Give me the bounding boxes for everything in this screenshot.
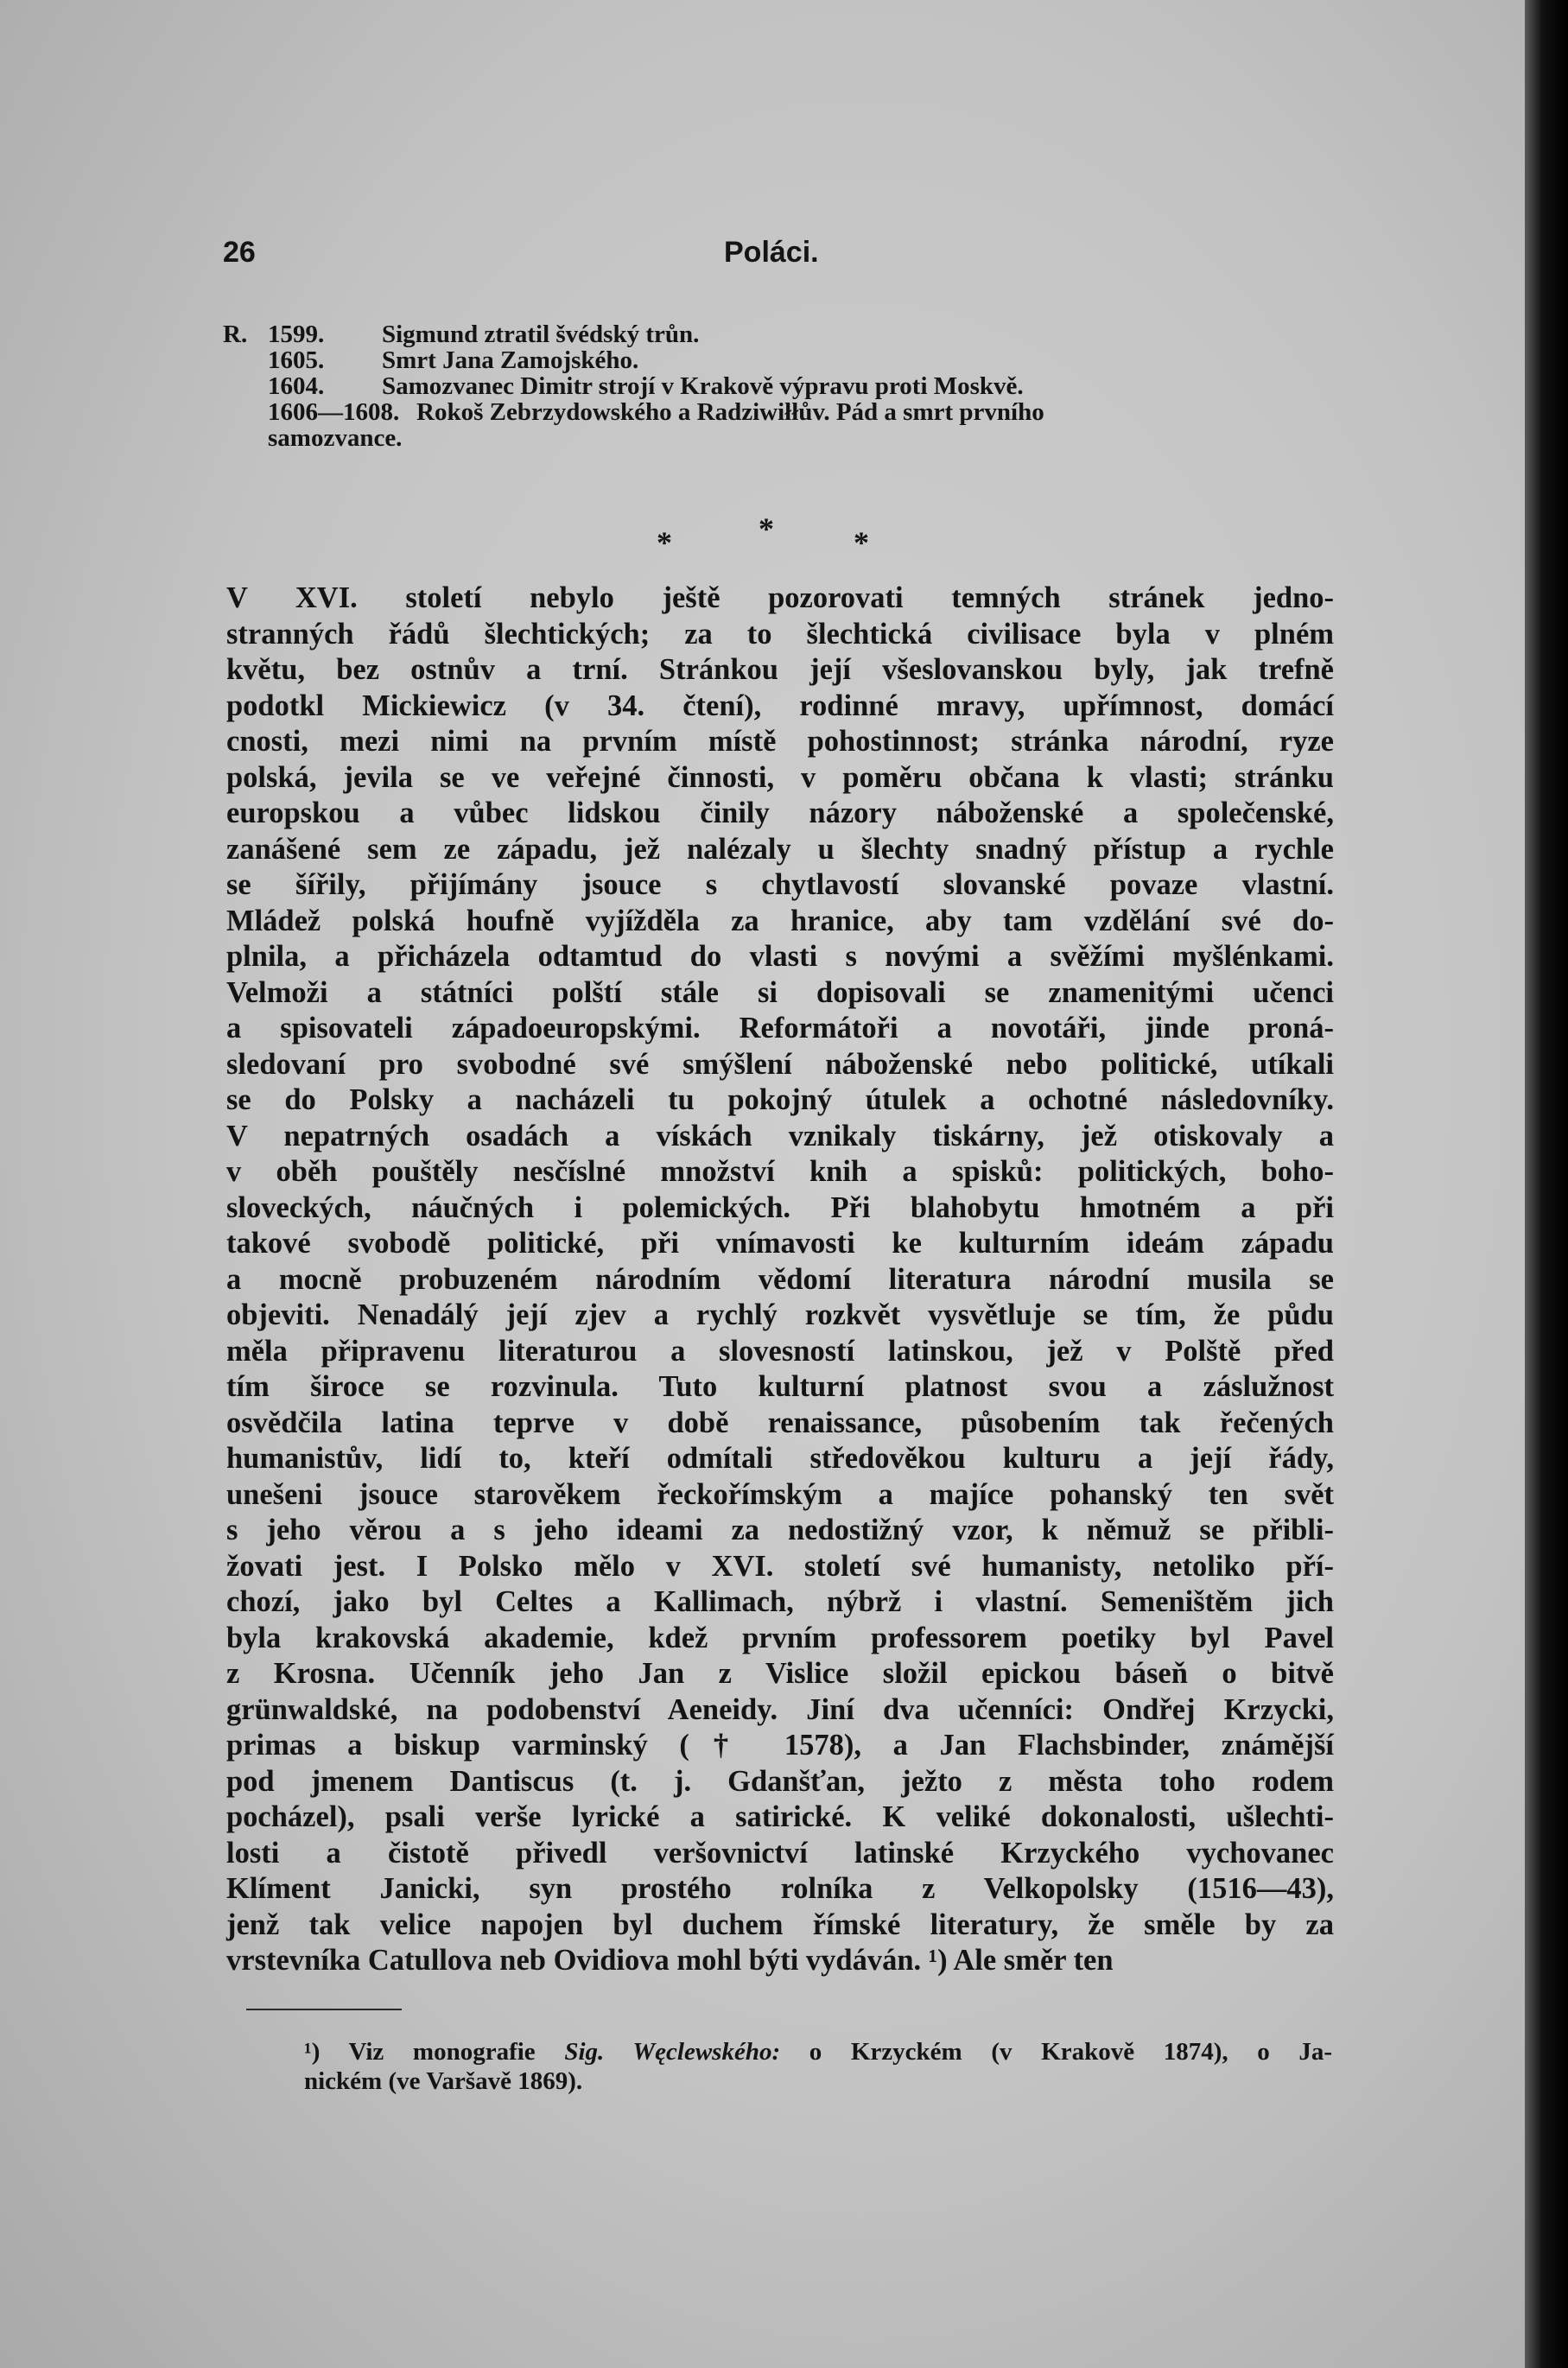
chronology-year-prefix (223, 347, 268, 373)
footnote-rest: o Krzyckém (v Krakově 1874), o Ja- (809, 2038, 1333, 2066)
text-line: Mládež polská houfně vyjížděla za hranice, aby tam vzdělání své do- (226, 904, 1334, 937)
footnote (304, 2037, 1332, 2096)
text-line: a mocně probuzeném národním vědomí literatura národní musila se (226, 1262, 1334, 1296)
text-line: s jeho věrou a s jeho ideami za nedostižný vzor, k němuž se přibli- (226, 1514, 1334, 1546)
asterisk-mark: * (657, 525, 672, 560)
text-line: plnila, a přicházela odtamtud do vlasti s novými a svěžími myšlénkami. (226, 940, 1334, 973)
page-edge-shadow (1525, 0, 1568, 2368)
text-line: z Krosna. Učenník jeho Jan z Vislice složil epickou báseň o bitvě (226, 1657, 1334, 1690)
text-line: Klíment Janicki, syn prostého rolníka z Velkopolsky (1516—43), (226, 1872, 1334, 1905)
chronology-date: 1604. (268, 372, 325, 400)
text-line: jenž tak velice napojen byl duchem římské literatury, že směle by za (226, 1908, 1334, 1941)
footnote-line: nickém (ve Varšavě 1869). (304, 2067, 583, 2095)
chronology-text: Rokoš Zebrzydowského a Radziwiłłův. Pád a smrt prvního (416, 398, 1044, 426)
chronology-date: 1605. (268, 346, 325, 374)
text-line: osvědčila latina teprve v době renaissance, působením tak řečených (226, 1406, 1334, 1439)
text-line: žovati jest. I Polsko mělo v XVI. století své humanisty, netoliko pří- (226, 1549, 1334, 1583)
footnote-line (304, 2037, 1332, 2066)
text-line: grünwaldské, na podobenství Aeneidy. Jiní dva učenníci: Ondřej Krzycki, (226, 1692, 1334, 1726)
chronology-text-continuation: samozvance. (268, 424, 403, 452)
text-line: humanistův, lidí to, kteří odmítali středověkou kulturu a její řády, (226, 1442, 1334, 1475)
chronology-year-prefix (223, 373, 268, 399)
text-line: losti a čistotě přivedl veršovnictví latinské Krzyckého vychovanec (226, 1836, 1334, 1870)
text-line: zanášené sem ze západu, jež nalézaly u šlechty snadný přístup a rychle (226, 832, 1334, 866)
text-line: unešeni jsouce starověkem řeckořímským a majíce pohanský ten svět (226, 1477, 1334, 1511)
chronology-list (223, 321, 1337, 451)
chronology-entry (223, 321, 1337, 347)
text-line: polská, jevila se ve veřejné činnosti, v poměru občana k vlasti; stránku (226, 760, 1334, 794)
text-line: objeviti. Nenadálý její zjev a rychlý rozkvět vysvětluje se tím, že půdu (226, 1298, 1334, 1331)
text-line: pocházel), psali verše lyrické a satirické. K veliké dokonalosti, ušlechti- (226, 1800, 1334, 1833)
text-line: Velmoži a státníci polští stále si dopisovali se znamenitými učenci (226, 975, 1334, 1009)
running-title: Poláci. (724, 236, 819, 269)
chronology-entry (223, 399, 1337, 425)
chronology-year-prefix (223, 399, 268, 425)
text-line: se do Polsky a nacházeli tu pokojný útulek a ochotné následovníky. (226, 1083, 1334, 1116)
chronology-year-prefix: R. (223, 321, 248, 348)
text-line: takové svobodě politické, při vnímavosti ke kulturním ideám západu (226, 1227, 1334, 1260)
footnote-marker: ¹) (304, 2038, 321, 2066)
text-line: europskou a vůbec lidskou činily názory náboženské a společenské, (226, 797, 1334, 829)
text-line: se šířily, přijímány jsouce s chytlavostí slovanské povaze vlastní. (226, 868, 1334, 901)
text-line: V XVI. století nebylo ještě pozorovati temných stránek jedno- (226, 581, 1334, 614)
footnote-intro: Viz monografie (348, 2038, 536, 2066)
text-line: květu, bez ostnův a trní. Stránkou její všeslovanskou byly, jak trefně (226, 653, 1334, 686)
text-line: tím široce se rozvinula. Tuto kulturní platnost svou a záslužnost (226, 1370, 1334, 1403)
chronology-date: 1606—1608. (268, 398, 400, 426)
running-head (223, 226, 1333, 278)
text-line: primas a biskup varminský († 1578), a Jan Flachsbinder, známější (226, 1729, 1334, 1762)
text-line: v oběh pouštěly nesčíslné množství knih a spisků: politických, boho- (226, 1155, 1334, 1188)
text-line: cnosti, mezi nimi na prvním místě pohostinnost; stránka národní, ryze (226, 725, 1334, 758)
footnote-rule (246, 2009, 402, 2010)
text-line: podotkl Mickiewicz (v 34. čtení), rodinné mravy, upřímnost, domácí (226, 689, 1334, 722)
chronology-text: Samozvanec Dimitr strojí v Krakově výpravu proti Moskvě. (382, 372, 1024, 400)
text-line: sloveckých, náučných i polemických. Při blahobytu hmotném a při (226, 1190, 1334, 1224)
text-line: stranných řádů šlechtických; za to šlechtická civilisace byla v plném (226, 617, 1334, 651)
text-line: a spisovateli západoeuropskými. Reformátoři a novotáři, jinde proná- (226, 1012, 1334, 1044)
chronology-entry (223, 347, 1337, 373)
chronology-entry (223, 373, 1337, 399)
chronology-date: 1599. (268, 321, 325, 348)
body-paragraph (226, 581, 1334, 1979)
text-line: V nepatrných osadách a vískách vznikaly tiskárny, jež otiskovaly a (226, 1119, 1334, 1152)
text-line: vrstevníka Catullova neb Ovidiova mohl býti vydáván. ¹) Ale směr ten (226, 1944, 1114, 1977)
text-line: sledovaní pro svobodné své smýšlení náboženské nebo politické, utíkali (226, 1047, 1334, 1081)
asterisk-mark: * (854, 525, 869, 560)
page-number: 26 (223, 236, 256, 269)
text-line: byla krakovská akademie, kdež prvním professorem poetiky byl Pavel (226, 1621, 1334, 1654)
asterisk-mark: * (759, 511, 774, 546)
chronology-text: Smrt Jana Zamojského. (382, 346, 639, 374)
footnote-author: Sig. Węclewského: (564, 2038, 781, 2066)
text-line: měla připravenu literaturou a slovesností latinskou, jež v Polště před (226, 1334, 1334, 1368)
chronology-text: Sigmund ztratil švédský trůn. (382, 321, 700, 348)
text-line: chozí, jako byl Celtes a Kallimach, nýbrž i vlastní. Semeništěm jich (226, 1585, 1334, 1618)
text-line: pod jmenem Dantiscus (t. j. Gdanšťan, ježto z města toho rodem (226, 1764, 1334, 1798)
